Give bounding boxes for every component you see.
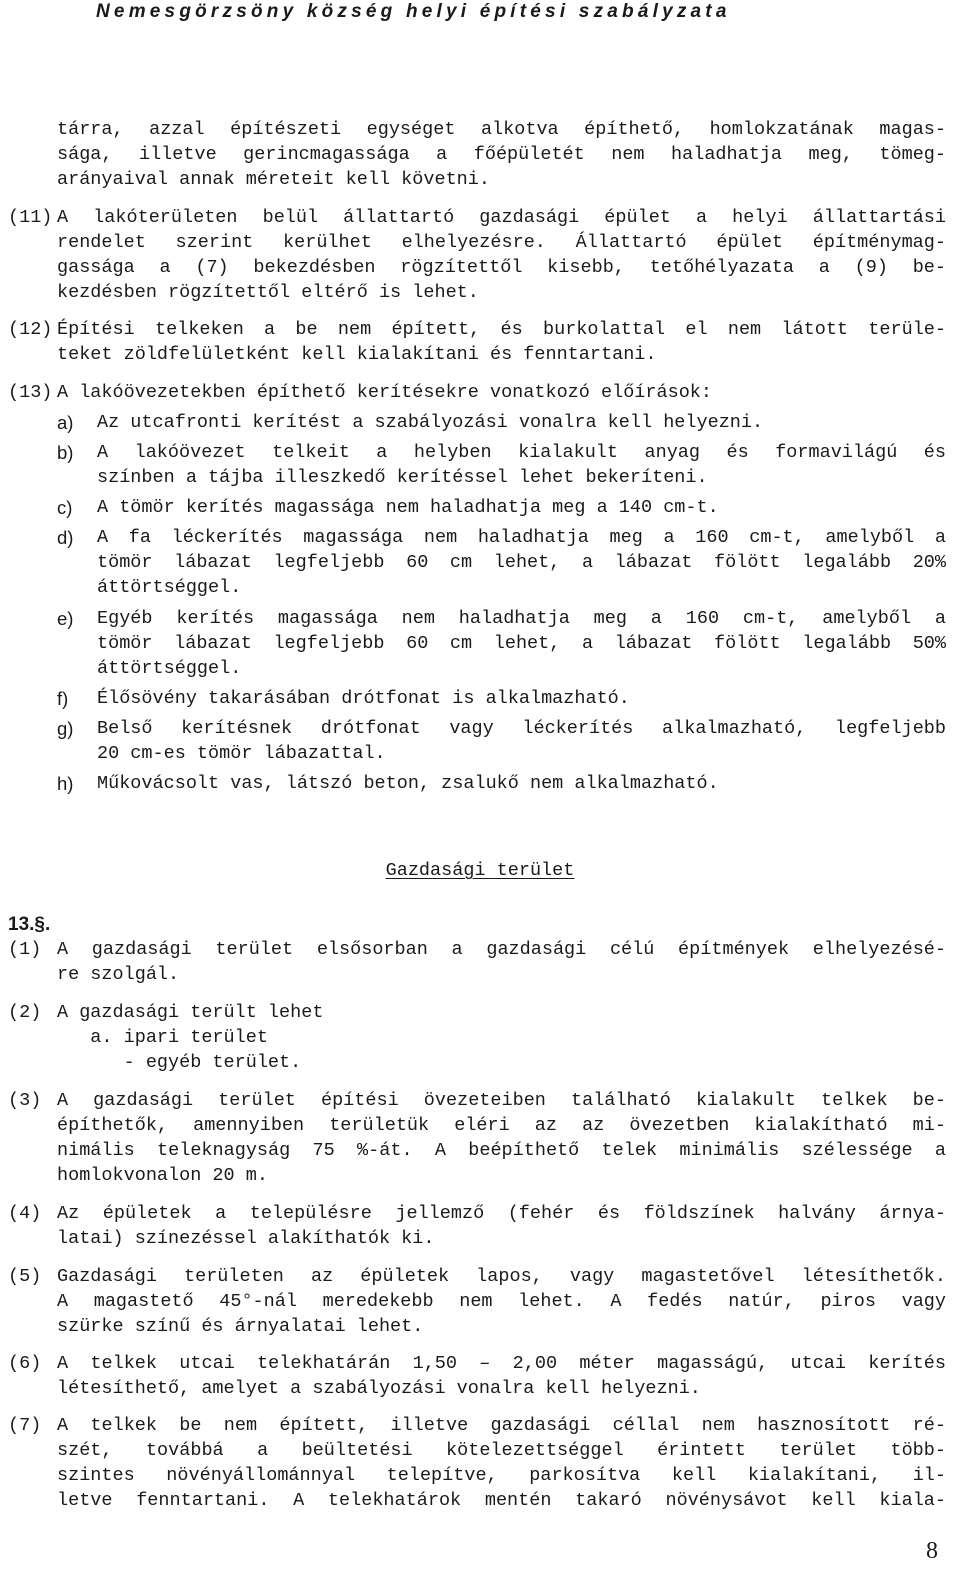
list-item-label: a)	[57, 412, 74, 433]
list-item-line: 20 cm-es tömör lábazattal.	[97, 743, 386, 764]
list-item-label: f)	[57, 688, 69, 709]
paragraph-line: A gazdasági terült lehet	[57, 1002, 324, 1023]
paragraph-line: arányaival annak méreteit kell követni.	[57, 169, 490, 190]
section-title	[0, 858, 960, 883]
paragraph-number: (2)	[8, 1002, 42, 1023]
list-item-line: Belső kerítésnek drótfonat vagy léckerítés alkalmazható, legfeljebb	[97, 718, 946, 739]
paragraph-line: sága, illetve gerincmagassága a főépületét nem haladhatja meg, tömeg-	[57, 144, 946, 165]
section-title-text: Gazdasági terület	[385, 860, 575, 881]
paragraph-line: szét, továbbá a beültetési kötelezettséggel érintett terület több-	[57, 1440, 946, 1461]
paragraph-number: (12)	[8, 319, 53, 340]
paragraph-line: a. ipari terület	[57, 1027, 268, 1048]
paragraph-number: (11)	[8, 207, 53, 228]
paragraph-line: A gazdasági terület építési övezeteiben található kialakult telkek be-	[57, 1090, 946, 1111]
list-item-label: b)	[57, 442, 74, 463]
paragraph-number: (13)	[8, 382, 53, 403]
paragraph-line: A gazdasági terület elsősorban a gazdasági célú építmények elhelyezésé-	[57, 939, 946, 960]
list-item-label: d)	[57, 527, 74, 548]
list-item-line: tömör lábazat legfeljebb 60 cm lehet, a lábazat fölött legalább 50%	[97, 633, 946, 654]
list-item-line: Élősövény takarásában drótfonat is alkalmazható.	[97, 688, 630, 709]
paragraph-intro: A lakóövezetekben építhető kerítésekre vonatkozó előírások:	[57, 382, 713, 403]
paragraph-number: (1)	[8, 939, 42, 960]
paragraph-line: gassága a (7) bekezdésben rögzítettől kisebb, tetőhélyazata a (9) be-	[57, 257, 946, 278]
list-item-line: Az utcafronti kerítést a szabályozási vonalra kell helyezni.	[97, 412, 764, 433]
paragraph-line: letve fenntartani. A telekhatárok mentén takaró növénysávot kell kiala-	[57, 1490, 946, 1511]
paragraph-line: szintes növényállománnyal telepítve, parkosítva kell kialakítani, il-	[57, 1465, 946, 1486]
paragraph-line: - egyéb terület.	[57, 1052, 302, 1073]
paragraph-line: nimális teleknagyság 75 %-át. A beépíthető telek minimális szélessége a	[57, 1140, 946, 1161]
list-item-label: h)	[57, 773, 74, 794]
paragraph-line: homlokvonalon 20 m.	[57, 1165, 268, 1186]
list-item-line: Egyéb kerítés magassága nem haladhatja meg a 160 cm-t, amelyből a	[97, 608, 946, 629]
paragraph-line: építhetők, amennyiben területük eléri az az övezetben kialakítható mi-	[57, 1115, 946, 1136]
paragraph-line: re szolgál.	[57, 964, 180, 985]
page-number: 8	[926, 1538, 938, 1564]
paragraph-line: A telkek utcai telekhatárán 1,50 – 2,00 méter magasságú, utcai kerítés	[57, 1353, 946, 1374]
list-item-line: A tömör kerítés magassága nem haladhatja meg a 140 cm-t.	[97, 497, 719, 518]
paragraph-line: A telkek be nem épített, illetve gazdasági céllal nem hasznosított ré-	[57, 1415, 946, 1436]
list-item-line: A fa léckerítés magassága nem haladhatja meg a 160 cm-t, amelyből a	[97, 527, 946, 548]
paragraph-line: Gazdasági területen az épületek lapos, vagy magastetővel létesíthetők.	[57, 1266, 946, 1287]
paragraph-line: A lakóterületen belül állattartó gazdasági épület a helyi állattartási	[57, 207, 946, 228]
paragraph-number: (3)	[8, 1090, 42, 1111]
paragraph-line: teket zöldfelületként kell kialakítani és fenntartani.	[57, 344, 657, 365]
paragraph-line: A magastető 45°-nál meredekebb nem lehet. A fedés natúr, piros vagy	[57, 1291, 946, 1312]
list-item-line: színben a tájba illeszkedő kerítéssel lehet bekeríteni.	[97, 467, 708, 488]
page-header-title: Nemesgörzsöny község helyi építési szabályzata	[96, 1, 731, 22]
paragraph-line: létesíthető, amelyet a szabályozási vonalra kell helyezni.	[57, 1378, 701, 1399]
list-item-line: áttörtséggel.	[97, 577, 242, 598]
paragraph-line: kezdésben rögzítettől eltérő is lehet.	[57, 282, 479, 303]
paragraph-line: latai) színezéssel alakíthatók ki.	[57, 1228, 435, 1249]
paragraph-line: rendelet szerint kerülhet elhelyezésre. Állattartó épület építménymag-	[57, 232, 946, 253]
list-item-label: e)	[57, 608, 74, 629]
list-item-label: c)	[57, 497, 73, 518]
list-item-line: A lakóövezet telkeit a helyben kialakult anyag és formavilágú és	[97, 442, 946, 463]
paragraph-number: (6)	[8, 1353, 42, 1374]
paragraph-line: tárra, azzal építészeti egységet alkotva építhető, homlokzatának magas-	[57, 119, 946, 140]
paragraph-number: (7)	[8, 1415, 42, 1436]
list-item-line: áttörtséggel.	[97, 658, 242, 679]
paragraph-line: szürke színű és árnyalatai lehet.	[57, 1316, 424, 1337]
paragraph-number: (5)	[8, 1266, 42, 1287]
list-item-label: g)	[57, 718, 74, 739]
section-number: 13.§.	[8, 914, 51, 935]
paragraph-number: (4)	[8, 1203, 42, 1224]
list-item-line: Műkovácsolt vas, látszó beton, zsalukő nem alkalmazható.	[97, 773, 719, 794]
paragraph-line: Az épületek a településre jellemző (fehér és földszínek halvány árnya-	[57, 1203, 946, 1224]
paragraph-line: Építési telkeken a be nem épített, és burkolattal el nem látott terüle-	[57, 319, 946, 340]
list-item-line: tömör lábazat legfeljebb 60 cm lehet, a lábazat fölött legalább 20%	[97, 552, 946, 573]
